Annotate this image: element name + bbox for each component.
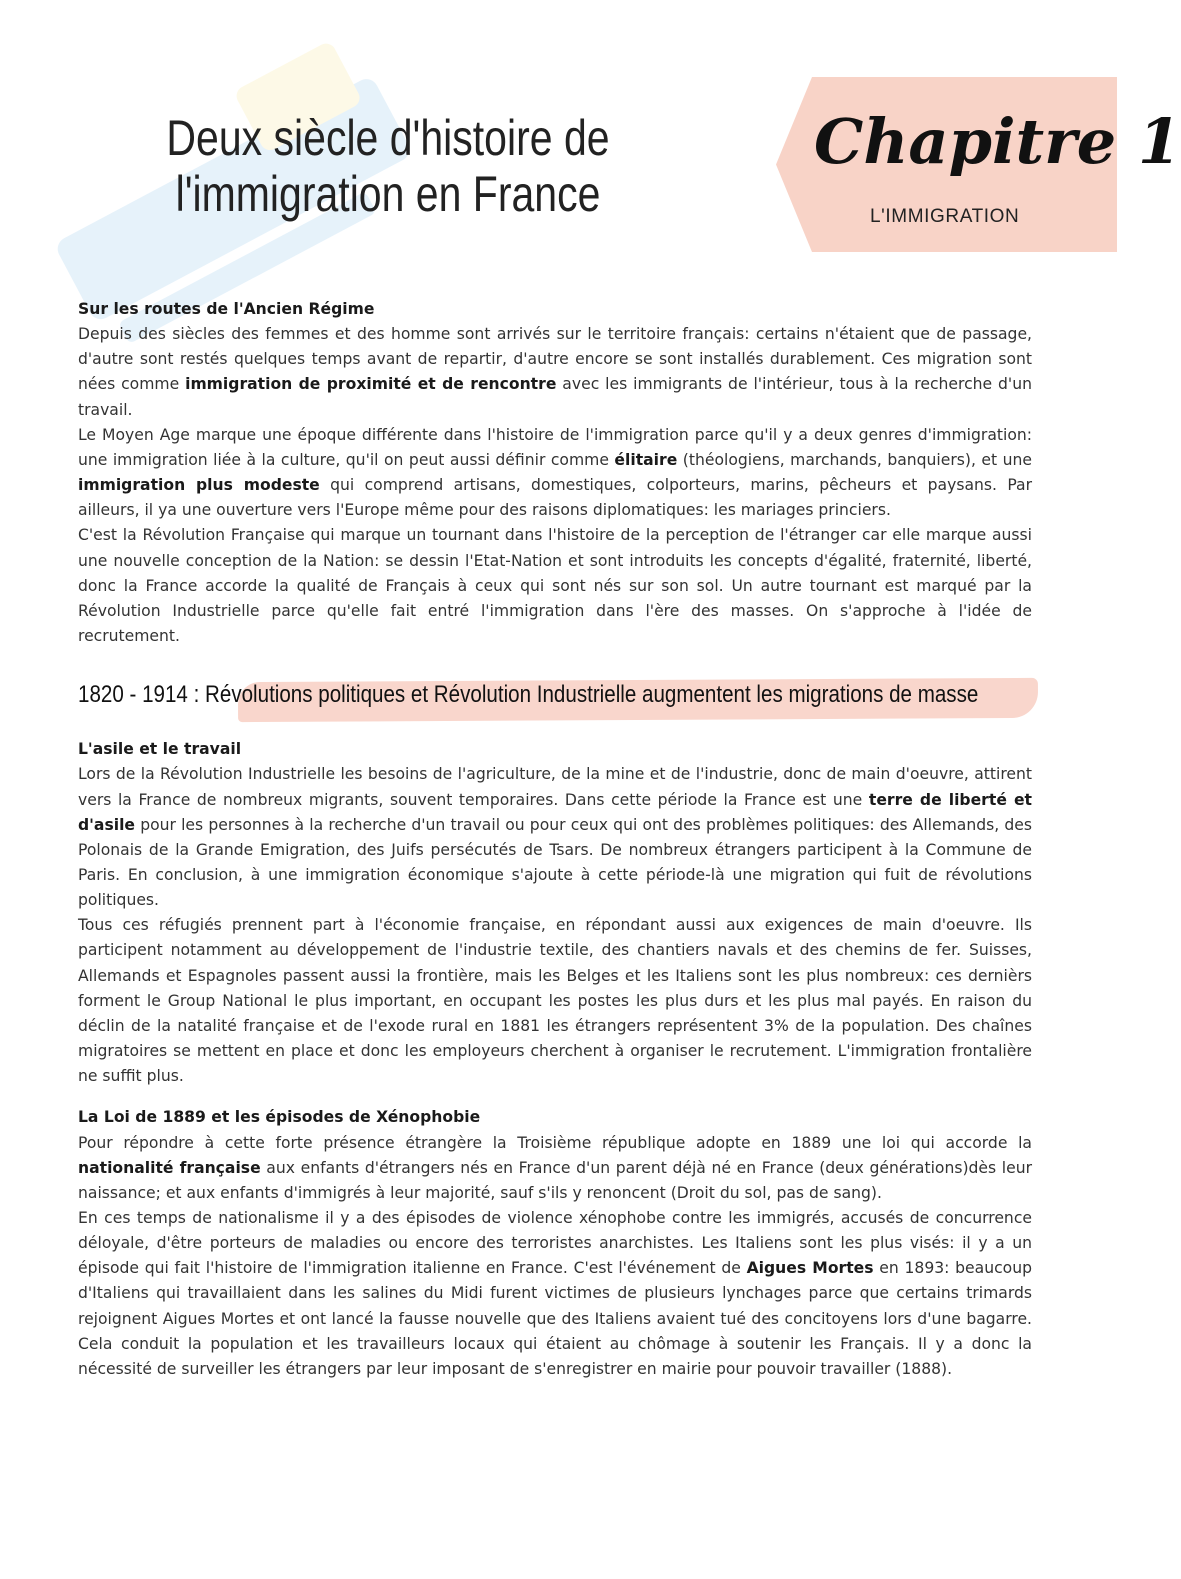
emphasis: élitaire: [614, 450, 678, 469]
paragraph: En ces temps de nationalisme il y a des épisodes de violence xénophobe contre les immigrés, accusés de concurrence déloyale, d'être porteurs de maladies ou encore des terroristes anarchistes. Les Italiens sont les plus visés: il y a un épisode qui fait l'histoire de l'immigration italienne en France. C'est l'événement de Aigues Mortes en 1893: beaucoup d'Italiens qui travaillaient dans les salines du Midi furent victimes de plusieurs lynchages parce que certains trimards rejoignent Aigues Mortes et ont lancé la fausse nouvelle que des Italiens avaient tué des concitoyens lors d'une bagarre. Cela conduit la population et les travailleurs locaux qui étaient au chômage à soutenir les Français. Il y a donc la nécessité de surveiller les étrangers par leur imposant de s'enregistrer en mairie pour pouvoir travailler (1888).: [78, 1209, 1032, 1378]
chapter-label: Chapitre 1: [814, 105, 1181, 178]
paragraph: Le Moyen Age marque une époque différente dans l'histoire de l'immigration parce qu'il y a deux genres d'immigration: une immigration liée à la culture, qu'il on peut aussi définir comme élitaire (théologiens, marchands, banquiers), et une immigration plus modeste qui comprend artisans, domestiques, colporteurs, marins, pêcheurs et paysans. Par ailleurs, il ya une ouverture vers l'Europe même pour des raisons diplomatiques: les mariages princiers.: [78, 425, 1033, 520]
section-heading-loi-1889: La Loi de 1889 et les épisodes de Xénophobie: [78, 1108, 481, 1127]
emphasis: terre de liberté et d'asile: [78, 790, 1032, 834]
paragraph: Pour répondre à cette forte présence étrangère la Troisième république adopte en 1889 une loi qui accorde la nationalité française aux enfants d'étrangers nés en France d'un parent déjà né en France (deux générations)dès leur naissance; et aux enfants d'immigrés à leur majorité, sauf s'ils y renoncent (Droit du sol, pas de sang).: [78, 1133, 1033, 1202]
section-heading-asile: L'asile et le travail: [78, 740, 242, 759]
emphasis: immigration plus modeste: [78, 476, 320, 495]
emphasis: immigration de proximité et de rencontre: [185, 375, 557, 394]
emphasis: Aigues Mortes: [746, 1259, 874, 1278]
paragraph: Depuis des siècles des femmes et des homme sont arrivés sur le territoire français: certains n'étaient que de passage, d'autre sont restés quelques temps avant de repartir, d'autre encore se sont installés durablement. Ces migration sont nées comme immigration de proximité et de rencontre avec les immigrants de l'intérieur, tous à la recherche d'un travail.: [78, 325, 1032, 419]
chapter-subtitle: L'IMMIGRATION: [870, 206, 1020, 227]
page-title-line-1: Deux siècle d'histoire de: [166, 110, 610, 166]
paragraph: Tous ces réfugiés prennent part à l'économie française, en répondant aussi aux exigences de main d'oeuvre. Ils participent notamment au développement de l'industrie textile, des chantiers navals et des chemins de fer. Suisses, Allemands et Espagnoles passent aussi la frontière, mais les Belges et les Italiens sont les plus nombreux: ces dernièrs forment le Group National le plus important, en occupant les postes les plus durs et les plus mal payés. En raison du déclin de la natalité française et de l'exode rural en 1881 les étrangers représentent 3% de la population. Des chaînes migratoires se mettent en place et donc les employeurs cherchent à organiser le recrutement. L'immigration frontalière ne suffit plus.: [78, 916, 1032, 1086]
document-body: [78, 297, 1032, 1382]
period-heading-text: 1820 - 1914 : Révolutions politiques et Révolution Industrielle augmentent les migrations de masse: [78, 681, 979, 709]
section-heading-ancien-regime: Sur les routes de l'Ancien Régime: [78, 300, 375, 318]
paragraph: Lors de la Révolution Industrielle les besoins de l'agriculture, de la mine et de l'industrie, donc de main d'oeuvre, attirent vers la France de nombreux migrants, souvent temporaires. Dans cette période la France est une terre de liberté et d'asile pour les personnes à la recherche d'un travail ou pour ceux qui ont des problèmes politiques: des Allemands, des Polonais de la Grande Emigration, des Juifs persécutés de Tsars. De nombreux étrangers participent à la Commune de Paris. En conclusion, à une immigration économique s'ajoute à cette période-là une migration qui fuit de révolutions politiques.: [78, 765, 1032, 910]
emphasis: nationalité française: [78, 1158, 261, 1177]
paragraph: C'est la Révolution Française qui marque un tournant dans l'histoire de la perception de l'étranger car elle marque aussi une nouvelle conception de la Nation: se dessin l'Etat-Nation et sont introduits les concepts d'égalité, fraternité, liberté, donc la France accorde la qualité de Français à ceux qui sont nés sur son sol. Un autre tournant est marqué par la Révolution Industrielle parce qu'elle fait entré l'immigration dans l'ère des masses. On s'approche à l'idée de recrutement.: [78, 526, 1032, 646]
period-heading: [78, 673, 1032, 723]
page-title-line-2: l'immigration en France: [175, 166, 601, 222]
page-title: [158, 110, 617, 222]
